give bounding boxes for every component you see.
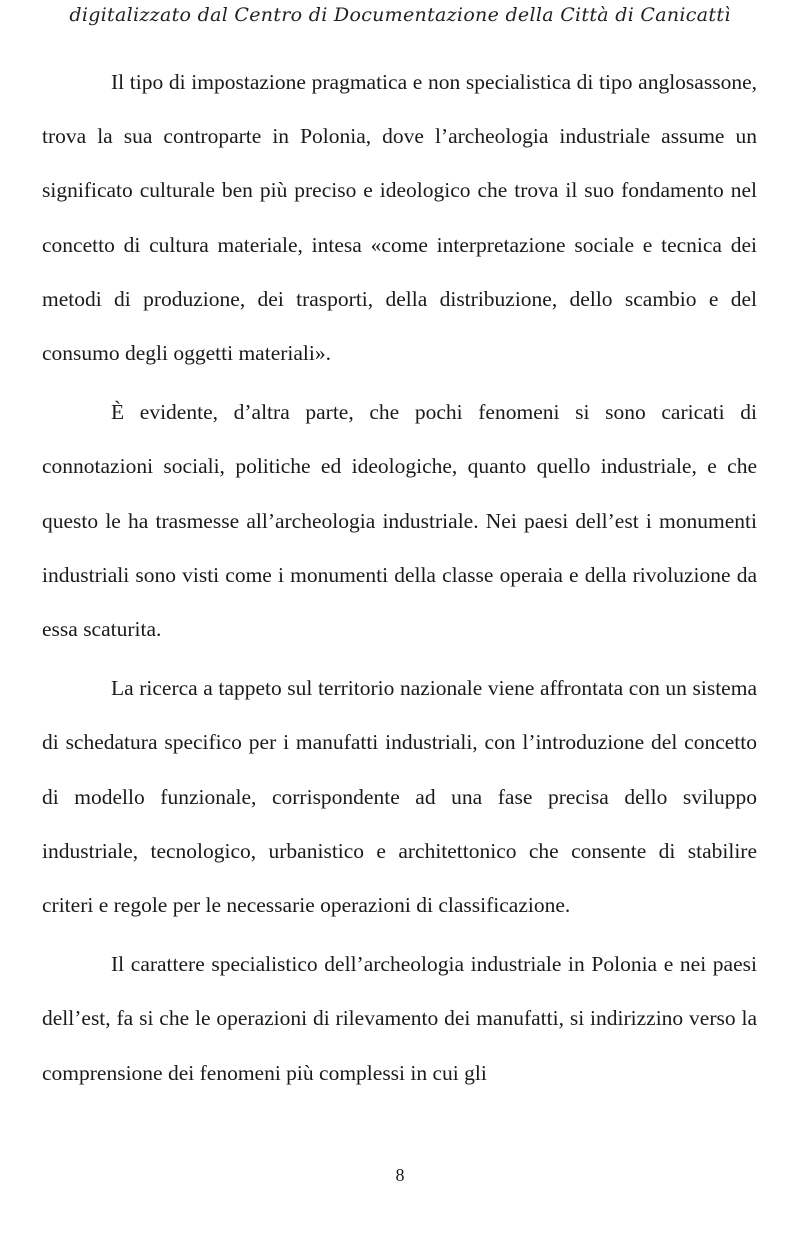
paragraph-3: La ricerca a tappeto sul territorio nazionale viene affrontata con un sistema di schedatura specifico per i manufatti industriali, con l’introduzione del concetto di modello funzionale, corrispondente ad una fase precisa dello sviluppo industriale, tecnologico, urbanistico e architettonico che consente di stabilire criteri e regole per le necessarie operazioni di classificazione.	[42, 676, 757, 918]
document-body	[42, 55, 757, 1105]
digitization-watermark: digitalizzato dal Centro di Documentazione della Città di Canicattì	[69, 4, 731, 26]
paragraph-2: È evidente, d’altra parte, che pochi fenomeni si sono caricati di connotazioni sociali, politiche ed ideologiche, quanto quello industriale, e che questo le ha trasmesse all’archeologia industriale. Nei paesi dell’est i monumenti industriali sono visti come i monumenti della classe operaia e della rivoluzione da essa scaturita.	[42, 400, 757, 642]
paragraph-1: Il tipo di impostazione pragmatica e non specialistica di tipo anglosassone, trova la sua controparte in Polonia, dove l’archeologia industriale assume un significato culturale ben più preciso e ideologico che trova il suo fondamento nel concetto di cultura materiale, intesa «come interpretazione sociale e tecnica dei metodi di produzione, dei trasporti, della distribuzione, dello scambio e del consumo degli oggetti materiali».	[42, 70, 757, 366]
paragraph-4: Il carattere specialistico dell’archeologia industriale in Polonia e nei paesi dell’est, fa si che le operazioni di rilevamento dei manufatti, si indirizzino verso la comprensione dei fenomeni più complessi in cui gli	[42, 952, 757, 1085]
page-number: 8	[395, 1165, 405, 1185]
